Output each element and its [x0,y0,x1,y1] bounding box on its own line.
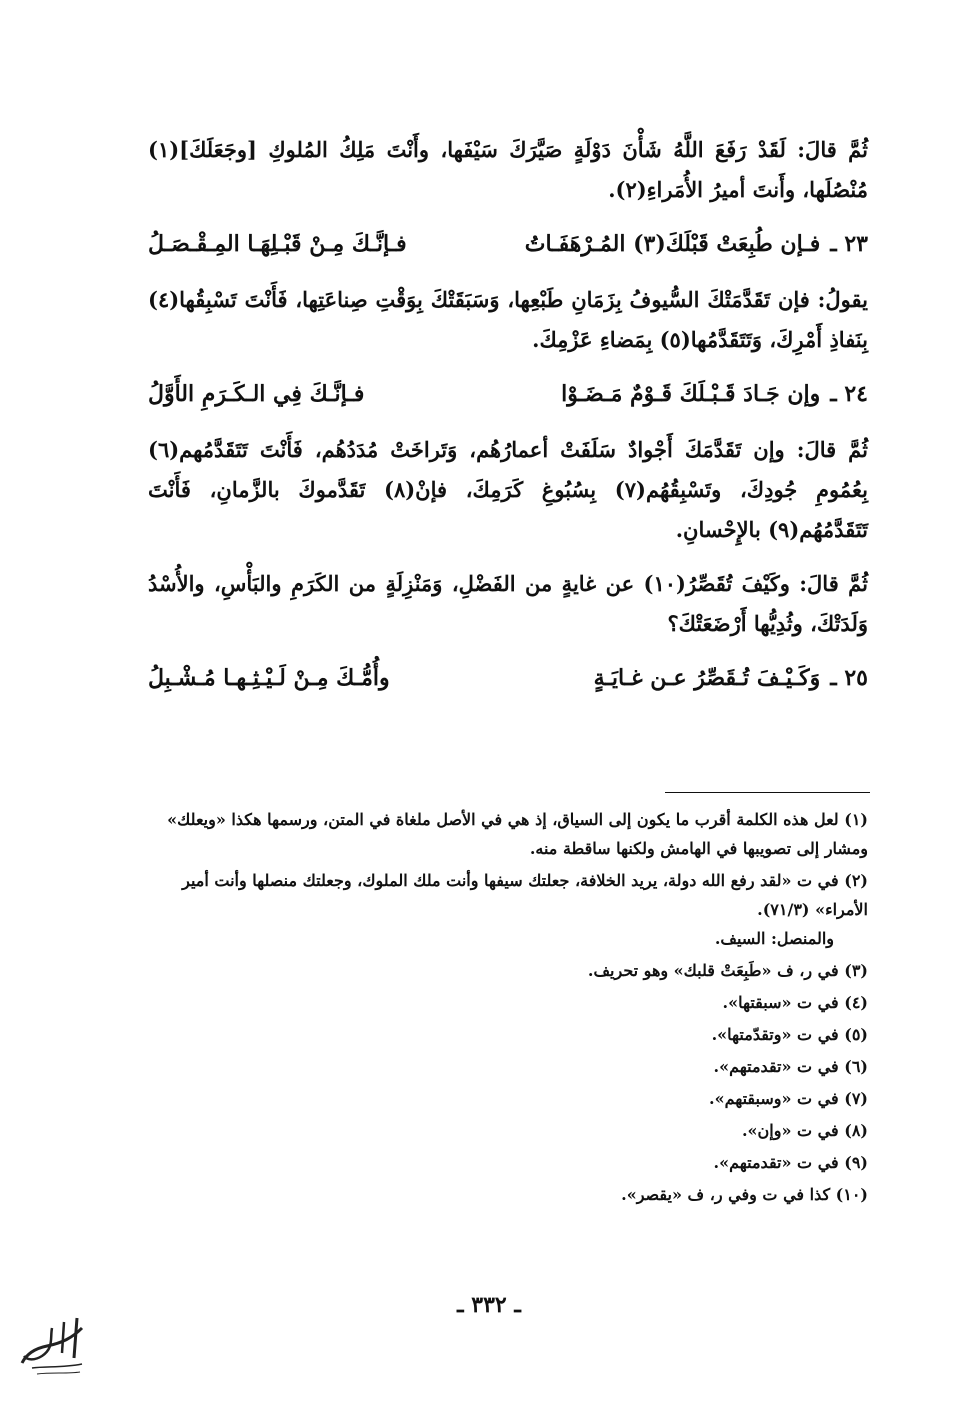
calligraphy-stamp-icon [12,1308,92,1388]
footnotes [148,805,868,1212]
footnote-separator [665,792,870,793]
footnote-label: (٣) [844,961,868,980]
footnote-text: في ت «وتقدّمتها». [711,1025,839,1044]
verse-second-hemistich: فـإنَّـكَ مِـنْ قَبْـلِهَـا المِـقْـصَـلُ [148,231,407,257]
footnote-label: (١) [844,810,868,829]
footnote-text: في ر، ف «طَبِعَتْ قلبك» وهو تحريف. [587,961,839,980]
footnote [148,1148,868,1177]
verse-line [148,658,868,698]
footnote-text: لعل هذه الكلمة أقرب ما يكون إلى السياق، إذ هي في الأصل ملغاة في المتن، ورسمها هكذا «ويعلك» ومشار إلى تصويبها في الهامش ولكنها ساقطة منه. [167,810,868,858]
footnote-label: (٢) [844,871,868,890]
verse-line [148,224,868,264]
footnote-label: (٩) [844,1153,868,1172]
footnote-text: في ت «تقدمتهم». [713,1057,839,1076]
footnote [148,988,868,1017]
footnote-text: والمنصل: السيف. [714,929,834,948]
footnote [148,1180,868,1209]
paragraph: ثُمَّ قالَ: وإن تَقَدَّمَكَ أَجْوادٌ سَلَفَتْ أعمارُهُم، وَتَراخَتْ مُدَدُهُم، فَأَنْتَ تَتَقَدَّمُهم(٦) بِعُمُومِ جُودِكَ، وتَسْبِقُهُم(٧) بِسُبُوغِ كَرَمِكَ، فإنْ(٨) تَقَدَّموكَ بالزَّمانِ، فَأَنْتَ تَتَقَدَّمُهُم(٩) بالإِحْسانِ. [148,437,868,542]
verse-number: ٢٤ ـ [830,381,868,407]
paragraph: ثُمَّ قالَ: وكَيْفَ تُقَصِّرُ(١٠) عن غايةٍ من الفَضْلِ، وَمَنْزِلَةٍ من الكَرَمِ والبَأْسِ، والأُسْدُ وَلَدَتْكَ، وثُدِيُّها أَرْضَعَتْكَ؟ [148,571,868,636]
footnote-text: في ت «وإن». [741,1121,839,1140]
footnote-label: (٨) [844,1121,868,1140]
main-text [148,130,868,714]
verse-line [148,374,868,414]
paragraph: يقولُ: فإن تَقَدَّمَتْكَ السُّيوفُ بِزَمَانِ طَبْعِها، وَسَبَقَتْكَ بِوَقْتِ صِناعَتِها، فَأَنْتَ تَسْبِقُها(٤) بِنَفاذِ أَمْرِكَ، وَتَتَقَدَّمُها(٥) بِمَضاءِ عَزْمِكَ. [148,287,868,352]
verse-first-hemistich: وإن جَـادَ قَـبْـلَكَ قَـوْمٌ مَـضَـوْا [561,381,821,407]
verse-second-hemistich: فـإنَّـكَ فِي الـكَـرَمِ الأَوَّلُ [148,381,365,407]
footnote-label: (٧) [844,1089,868,1108]
footnote-text: في ت «لقد رفع الله دولة، يريد الخلافة، جعلتك سيفها وأنت ملك الملوك، وجعلتك منصلها وأنت أمير الأمراء» (٧١/٣). [182,871,868,919]
verse-first-hemistich: فـإن طُبِعَتْ قَبْلَكَ(٣) المُـرْهَفَـاتُ [524,231,821,257]
footnote-label: (١٠) [835,1185,868,1204]
footnote-text: في ت «سبقتها». [722,993,839,1012]
footnote [148,866,868,953]
footnote [148,1052,868,1081]
verse-first-hemistich: وَكَـيْـفَ تُـقَصِّرُ عـن غـايَـةٍ [593,665,821,691]
footnote-label: (٦) [844,1057,868,1076]
footnote [148,1020,868,1049]
footnote-label: (٤) [844,993,868,1012]
footnote [148,1084,868,1113]
paragraph: ثُمَّ قالَ: لَقَدْ رَفَعَ اللَّهُ شَأْنَ دَوْلَةٍ صَيَّرَكَ سَيْفَها، وأَنْتَ مَلِكُ المُلوكِ [وجَعَلَكَ](١) مُنْصُلَها، وأَنتَ أميرُ الأُمَراءِ(٢). [148,137,868,202]
footnote [148,1116,868,1145]
verse-second-hemistich: وأُمُّـكَ مِـنْ لَـيْـثِـهـا مُـشْـبِلُ [148,665,390,691]
footnote-text: كذا في ت وفي ر، ف «يقصر». [621,1185,831,1204]
verse-number: ٢٥ ـ [830,665,868,691]
footnote-label: (٥) [844,1025,868,1044]
footnote [148,805,868,863]
footnote-text: في ت «تقدمتهم». [713,1153,839,1172]
footnote [148,956,868,985]
verse-number: ٢٣ ـ [830,231,868,257]
page-number: ـ ٣٣٢ ـ [457,1292,521,1318]
footnote-text: في ت «وسبقتهم». [709,1089,839,1108]
